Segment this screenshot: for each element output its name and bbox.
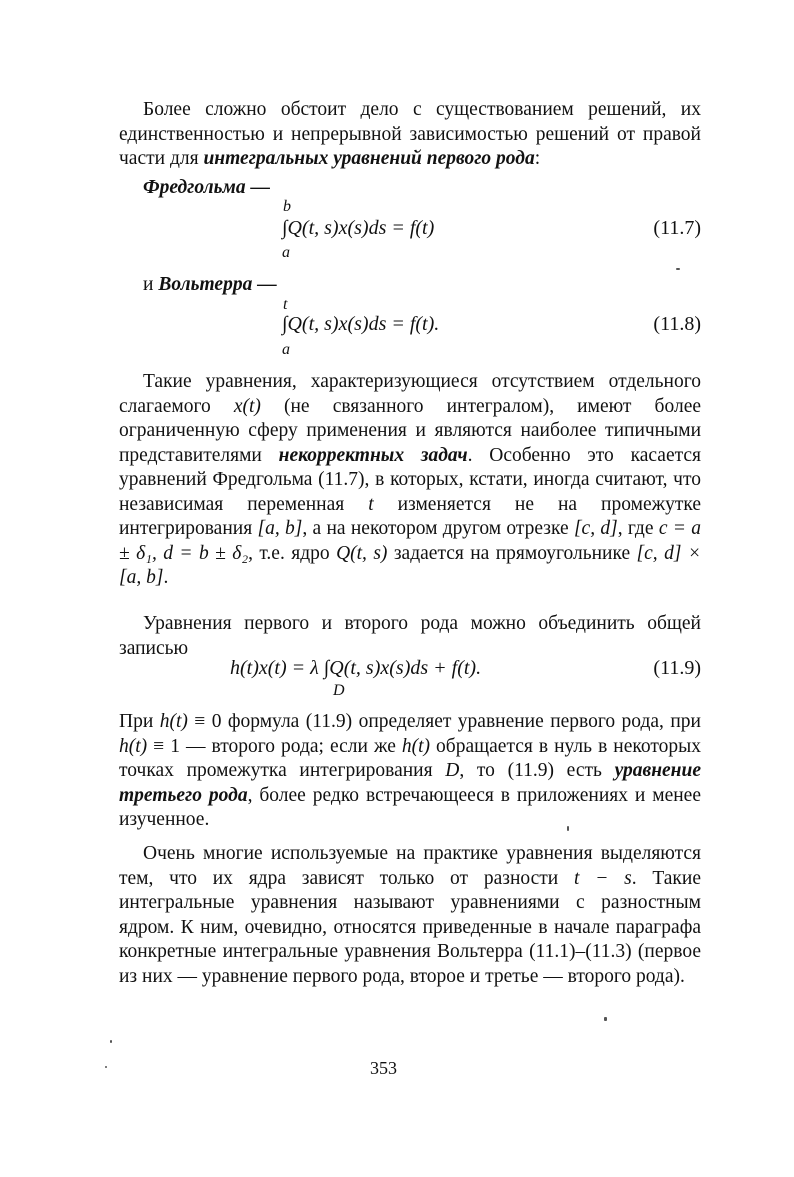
equation-number: (11.8)	[653, 313, 701, 335]
emphasis-third-kind: уравнение третьего рода	[119, 760, 701, 806]
paragraph-intro: Более сложно обстоит дело с существованием решений, их единственностью и непрерывной зависимостью решений от правой части для интегральных уравнений первого рода:	[119, 99, 701, 169]
equation-number: (11.9)	[653, 657, 701, 679]
scan-speck	[604, 1017, 607, 1021]
equation-expression: ∫Q(t, s)x(s)ds = f(t)	[282, 217, 435, 239]
paragraph-third-kind: При h(t) ≡ 0 формула (11.9) определяет уравнение первого рода, при h(t) ≡ 1 — второго рода; если же h(t) обращается в нуль в некоторых точках промежутка интегрирования D, то (11.9) есть уравнение третьего рода, более редко встречающееся в приложениях и менее изученное.	[119, 711, 701, 830]
scan-speck	[676, 268, 680, 270]
equation-expression: h(t)x(t) = λ ∫Q(t, s)x(s)ds + f(t).	[230, 657, 482, 679]
paragraph-ill-posed: Такие уравнения, характеризующиеся отсутствием отдельного слагаемого x(t) (не связанного интегралом), имеют более ограниченную сферу применения и являются наиболее типичными представителями некорректных задач. Особенно это касается уравнений Фредгольма (11.7), в которых, кстати, иногда считают, что независимая переменная t изменяется не на промежутке интегрирования [a, b], а на некотором другом отрезке [c, d], где c = a ± δ₁, d = b ± δ₂, т.е. ядро Q(t, s) задается на прямоугольнике [c, d] × [a, b].	[119, 371, 702, 588]
volterra-label: и Вольтерра —	[143, 274, 277, 295]
emphasis-ill-posed: некорректных задач	[278, 444, 468, 466]
lower-limit: a	[282, 244, 290, 261]
domain-subscript: D	[333, 682, 345, 699]
fredholm-label: Фредгольма —	[143, 177, 271, 198]
paragraph-difference-kernel: Очень многие используемые на практике уравнения выделяются тем, что их ядра зависят только от разности t − s. Такие интегральные уравнения называют уравнениями с разностным ядром. К ним, очевидно, относятся приведенные в начале параграфа конкретные интегральные уравнения Вольтерра (11.1)–(11.3) (первое из них — уравнение первого рода, второе и третье — второго рода).	[119, 843, 701, 987]
upper-limit: t	[283, 296, 288, 313]
equation-number: (11.7)	[653, 217, 701, 239]
scan-speck	[110, 1040, 112, 1043]
upper-limit: b	[283, 198, 291, 215]
scan-speck	[567, 826, 569, 831]
scan-speck	[105, 1066, 107, 1068]
equation-expression: ∫Q(t, s)x(s)ds = f(t).	[282, 313, 440, 335]
lower-limit: a	[282, 341, 290, 358]
page-number: 353	[370, 1058, 397, 1078]
emphasis-first-kind: интегральных уравнений первого рода	[203, 148, 535, 169]
paragraph-combined: Уравнения первого и второго рода можно объединить общей записью	[119, 613, 701, 659]
